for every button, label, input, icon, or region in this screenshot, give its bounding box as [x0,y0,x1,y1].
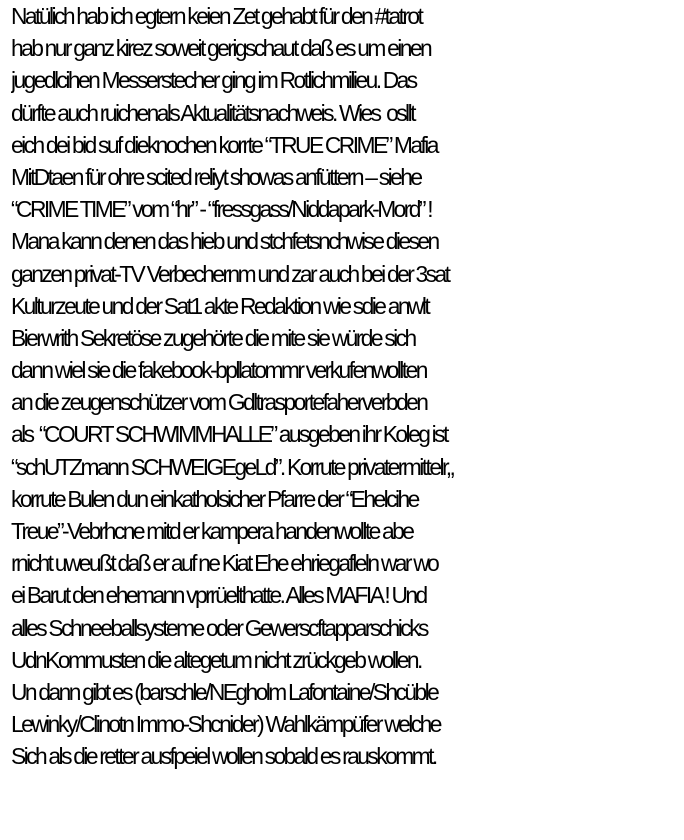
text-line: dürfte auch ruichenals Aktualitätsnachweis. Wies osllt [11,99,414,126]
text-line: alles Schneeballsysteme oder Gewerscftapparschicks [11,614,427,641]
text-line: ganzen privat-TV Verbechernm und zar auch bei der 3sat [11,260,449,287]
document-text [11,0,681,773]
text-line: MitDtaen für ohre scited reliyt showas anfüttern – siehe [11,163,421,190]
text-line: Kulturzeute und der Sat1 akte Redaktion wie sdie anwlt [11,292,429,319]
text-line: Treue”-Vebrhcne mitd er kampera handenwollte abe [11,518,413,544]
text-line: jugedlcihen Messerstecher ging im Rotlichmilieu. Das [11,67,416,94]
text-line: rnicht uweußt daß er auf ne Kiat Ehe ehriegafleln war wo [11,550,438,577]
text-line: Un dann gibt es (barschle/NEgholm Lafontaine/Shcüble [11,678,438,705]
text-line: hab nur ganz kirez soweit gerigschaut daß es um einen [11,35,431,62]
text-line: ei Barut den ehemann vprrüelthatte. Alles MAFIA ! Und [11,582,426,609]
text-line: Bierwrith Sekretöse zugehörte die mite sie würde sich [11,324,415,351]
text-line: an die zeugenschützer vom Gdltrasportefaherverbden [11,389,427,416]
text-line: als “COURT SCHWIMMHALLE” ausgeben ihr Koleg ist [11,421,447,448]
text-line: Mana kann denen das hieb und stchfetsnchwise diesen [11,228,438,255]
text-line: dann wiel sie die fakebook-bpllatommr verkufenwollten [11,357,426,384]
text-line: Lewinky/Clinotn Immo-Shcnider) Wahlkämpüfer welche [11,711,440,738]
text-line: “schUTZmann SCHWEIGEgeLd”. Korrute privatermittelr,, [11,453,454,480]
text-line: korrute Bulen dun einkatholsicher Pfarre der “Ehelcihe [11,485,418,512]
text-line: UdnKommusten die altegetum nicht zrückgeb wollen. [11,646,421,673]
text-line: Sich als die retter ausfpeiel wollen sobald es rauskommt. [11,743,436,770]
text-line: Natülich hab ich egtern keien Zet gehabt für den #tatrot [11,3,422,29]
text-line: eich dei bid suf dieknochen korrte “TRUE CRIME” Mafia [11,131,437,158]
text-line: “CRIME TIME” vom “hr” - “fressgass/Niddapark-Mord” ! [11,196,432,223]
